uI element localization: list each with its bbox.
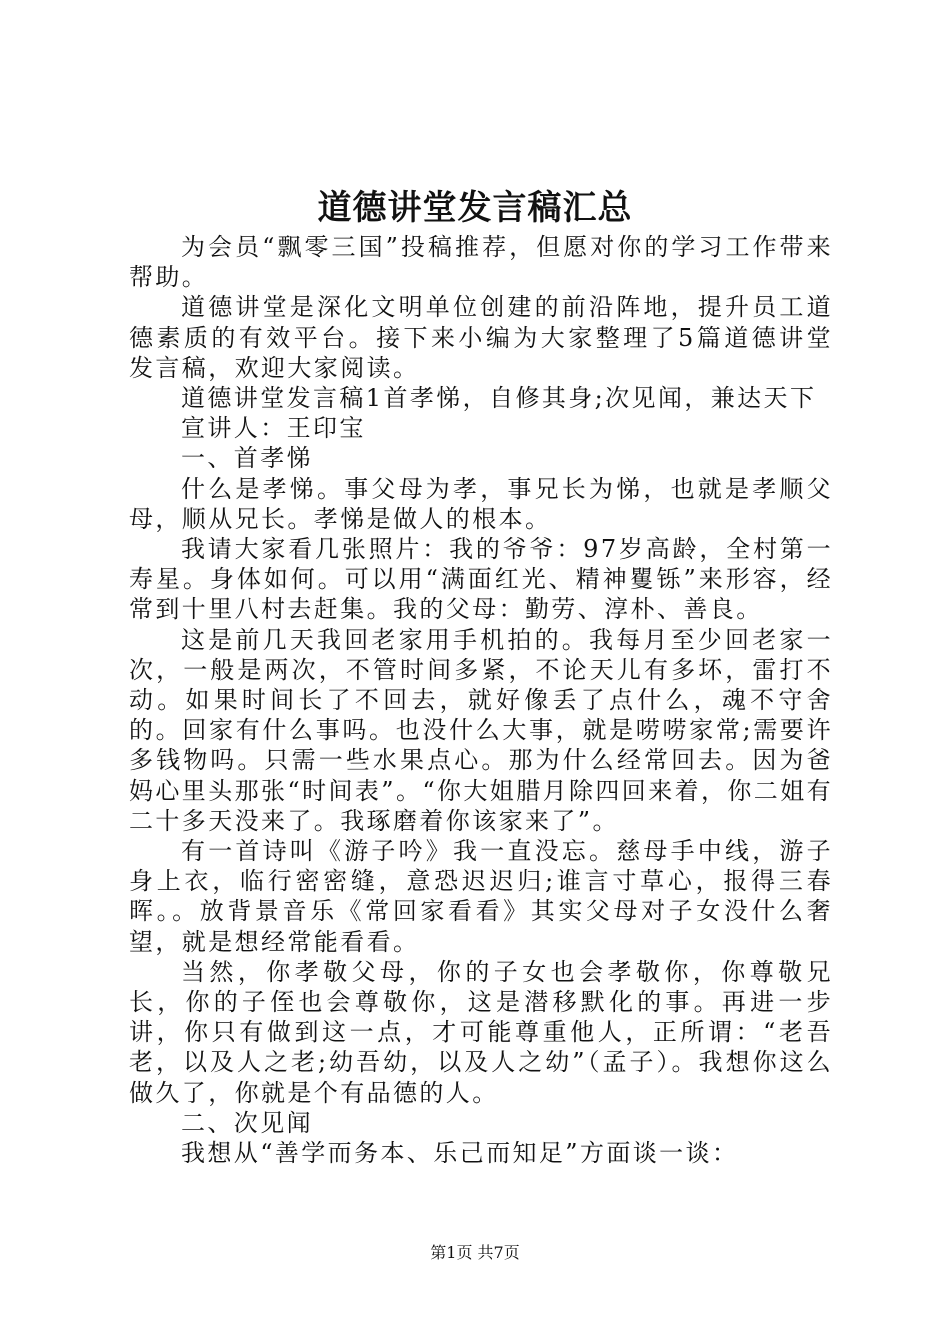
page-number-footer: 第1页 共7页 (430, 1243, 520, 1262)
paragraph: 我请大家看几张照片：我的爷爷：97岁高龄，全村第一寿星。身体如何。可以用“满面红光、精神矍铄”来形容，经常到十里八村去赶集。我的父母：勤劳、淳朴、善良。 (129, 535, 833, 624)
paragraph: 有一首诗叫《游子吟》我一直没忘。慈母手中线，游子身上衣，临行密密缝，意恐迟迟归;谁言寸草心，报得三春晖。。放背景音乐《常回家看看》其实父母对子女没什么奢望，就是想经常能看看。 (129, 837, 833, 956)
paragraph: 当然，你孝敬父母，你的子女也会孝敬你，你尊敬兄长，你的子侄也会尊敬你，这是潜移默化的事。再进一步讲，你只有做到这一点，才可能尊重他人，正所谓：“老吾老，以及人之老;幼吾幼，以及人之幼”（孟子）。我想你这么做久了，你就是个有品德的人。 (129, 957, 833, 1107)
paragraph: 我想从“善学而务本、乐己而知足”方面谈一谈： (181, 1139, 739, 1168)
document-title: 道德讲堂发言稿汇总 (317, 188, 633, 228)
paragraph: 道德讲堂是深化文明单位创建的前沿阵地，提升员工道德素质的有效平台。接下来小编为大家整理了5篇道德讲堂发言稿，欢迎大家阅读。 (129, 293, 833, 382)
paragraph: 这是前几天我回老家用手机拍的。我每月至少回老家一次，一般是两次，不管时间多紧，不论天儿有多坏，雷打不动。如果时间长了不回去，就好像丢了点什么，魂不守舍的。回家有什么事吗。也没什么大事，就是唠唠家常;需要许多钱物吗。只需一些水果点心。那为什么经常回去。因为爸妈心里头那张“时间表”。“你大姐腊月除四回来着，你二姐有二十多天没来了。我琢磨着你该家来了”。 (129, 625, 834, 835)
section-heading: 一、首孝悌 (181, 444, 313, 473)
paragraph: 道德讲堂发言稿1首孝悌，自修其身;次见闻，兼达天下 (181, 384, 817, 413)
paragraph: 为会员“飘零三国”投稿推荐，但愿对你的学习工作带来帮助。 (129, 233, 833, 292)
document-body (129, 232, 833, 1168)
paragraph: 什么是孝悌。事父母为孝，事兄长为悌，也就是孝顺父母，顺从兄长。孝悌是做人的根本。 (129, 474, 833, 533)
paragraph: 宣讲人：王印宝 (181, 414, 366, 443)
section-heading: 二、次见闻 (181, 1108, 313, 1137)
